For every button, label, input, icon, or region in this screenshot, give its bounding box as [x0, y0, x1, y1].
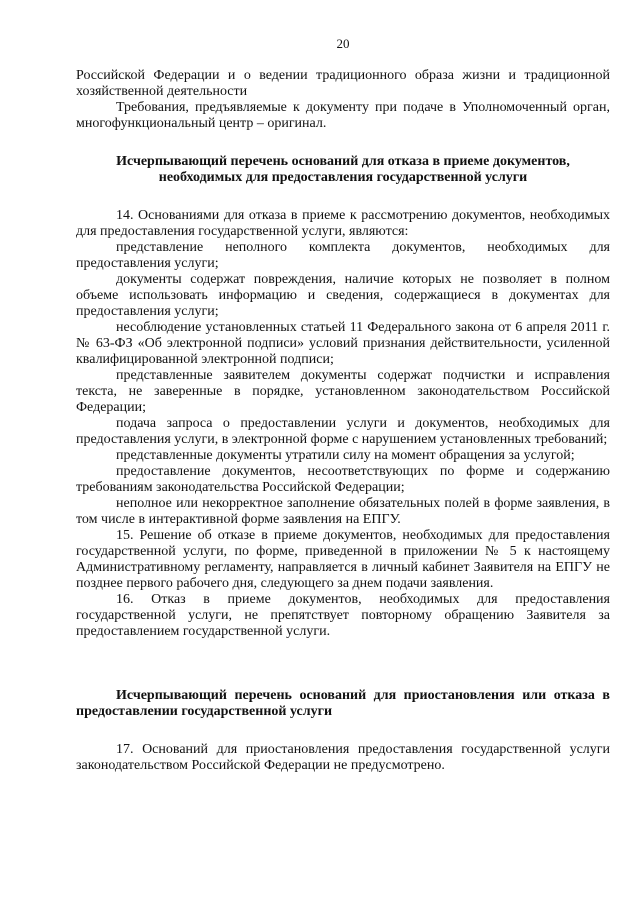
- ground-item-8: неполное или некорректное заполнение обязательных полей в форме заявления, в том числе в интерактивной форме заявления на ЕПГУ.: [76, 496, 610, 527]
- clause-14: 14. Основаниями для отказа в приеме к рассмотрению документов, необходимых для предоставления государственной услуги, являются:: [76, 208, 610, 239]
- ground-item-5: подача запроса о предоставлении услуги и документов, необходимых для предоставления услуги, в электронной форме с нарушением установленных требований;: [76, 416, 610, 447]
- ground-item-1: представление неполного комплекта документов, необходимых для предоставления услуги;: [76, 240, 610, 271]
- section-heading-suspension-grounds: Исчерпывающий перечень оснований для приостановления или отказа в предоставлении государственной услуги: [76, 688, 610, 719]
- paragraph-document-requirements: Требования, предъявляемые к документу при подаче в Уполномоченный орган, многофункциональный центр – оригинал.: [76, 100, 610, 131]
- ground-item-3: несоблюдение установленных статьей 11 Федерального закона от 6 апреля 2011 г. № 63-ФЗ «Об электронной подписи» условий признания действительности, усиленной квалифицированной электронной подписи;: [76, 320, 610, 367]
- clause-16: 16. Отказ в приеме документов, необходимых для предоставления государственной услуги, не препятствует повторному обращению Заявителя за предоставлением государственной услуги.: [76, 592, 610, 639]
- paragraph-continuation: Российской Федерации и о ведении традиционного образа жизни и традиционной хозяйственной деятельности: [76, 68, 610, 99]
- page-number: 20: [336, 36, 350, 51]
- clause-15: 15. Решение об отказе в приеме документов, необходимых для предоставления государственной услуги, по форме, приведенной в приложении № 5 к настоящему Административному регламенту, направляется в личный кабинет Заявителя на ЕПГУ не позднее первого рабочего дня, следующего за днем подачи заявления.: [76, 528, 610, 591]
- document-page: [76, 36, 610, 774]
- ground-item-7: предоставление документов, несоответствующих по форме и содержанию требованиям законодательства Российской Федерации;: [76, 464, 610, 495]
- clause-17: 17. Оснований для приостановления предоставления государственной услуги законодательством Российской Федерации не предусмотрено.: [76, 742, 610, 773]
- section-heading-refusal-grounds: Исчерпывающий перечень оснований для отказа в приеме документов, необходимых для предоставления государственной услуги: [116, 154, 570, 185]
- ground-item-6: представленные документы утратили силу на момент обращения за услугой;: [116, 448, 575, 463]
- ground-item-4: представленные заявителем документы содержат подчистки и исправления текста, не заверенные в порядке, установленном законодательством Российской Федерации;: [76, 368, 610, 415]
- ground-item-2: документы содержат повреждения, наличие которых не позволяет в полном объеме использовать информацию и сведения, содержащиеся в документах для предоставления услуги;: [76, 272, 610, 319]
